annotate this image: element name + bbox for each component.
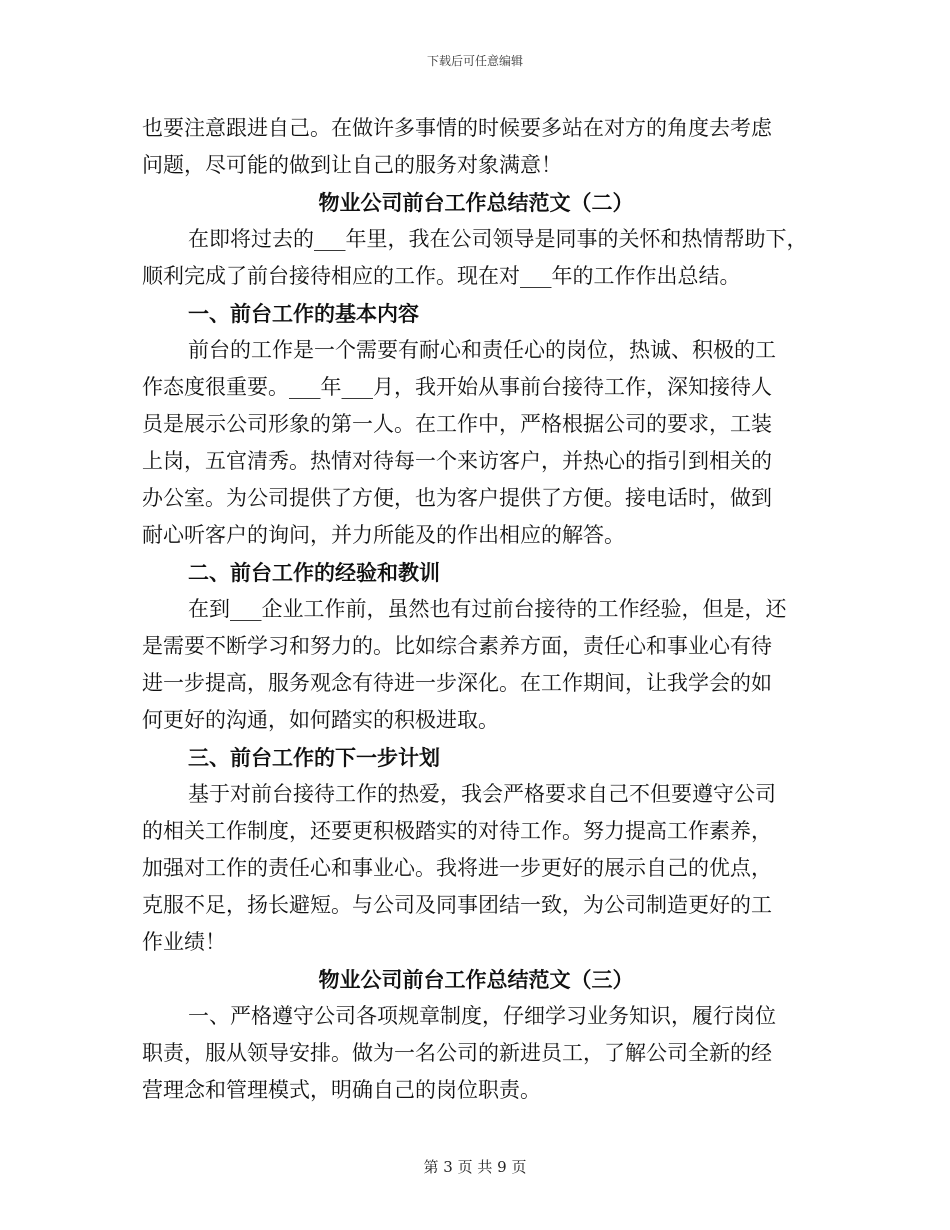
subsection-heading: 一、前台工作的基本内容 bbox=[188, 301, 419, 326]
body-line: 问题，尽可能的做到让自己的服务对象满意！ bbox=[142, 153, 562, 177]
section-title: 物业公司前台工作总结范文（三） bbox=[318, 967, 634, 992]
body-line: 是需要不断学习和努力的。比如综合素养方面，责任心和事业心有待 bbox=[142, 634, 772, 658]
subsection-heading: 三、前台工作的下一步计划 bbox=[188, 745, 440, 770]
paragraph-first-line: 在即将过去的___年里，我在公司领导是同事的关怀和热情帮助下， bbox=[188, 227, 808, 251]
paragraph-first-line: 基于对前台接待工作的热爱，我会严格要求自己不但要遵守公司 bbox=[188, 782, 776, 806]
body-line: 进一步提高，服务观念有待进一步深化。在工作期间，让我学会的如 bbox=[142, 671, 772, 695]
body-line: 作业绩！ bbox=[142, 930, 226, 954]
paragraph-first-line: 前台的工作是一个需要有耐心和责任心的岗位，热诚、积极的工 bbox=[188, 338, 776, 362]
section-title: 物业公司前台工作总结范文（二） bbox=[318, 190, 634, 215]
body-line: 员是展示公司形象的第一人。在工作中，严格根据公司的要求，工装 bbox=[142, 412, 772, 436]
body-line: 职责，服从领导安排。做为一名公司的新进员工，了解公司全新的经 bbox=[142, 1041, 772, 1065]
body-line: 顺利完成了前台接待相应的工作。现在对___年的工作作出总结。 bbox=[142, 264, 741, 288]
body-line: 加强对工作的责任心和事业心。我将进一步更好的展示自己的优点， bbox=[142, 856, 772, 880]
body-line: 耐心听客户的询问，并力所能及的作出相应的解答。 bbox=[142, 523, 625, 547]
body-line: 何更好的沟通，如何踏实的积极进取。 bbox=[142, 708, 499, 732]
body-line: 克服不足，扬长避短。与公司及同事团结一致，为公司制造更好的工 bbox=[142, 893, 772, 917]
body-line: 的相关工作制度，还要更积极踏实的对待工作。努力提高工作素养， bbox=[142, 819, 772, 843]
body-line: 营理念和管理模式，明确自己的岗位职责。 bbox=[142, 1078, 541, 1102]
subsection-heading: 二、前台工作的经验和教训 bbox=[188, 560, 440, 585]
body-line: 也要注意跟进自己。在做许多事情的时候要多站在对方的角度去考虑 bbox=[142, 116, 772, 140]
paragraph-first-line: 在到___企业工作前，虽然也有过前台接待的工作经验，但是，还 bbox=[188, 597, 787, 621]
body-line: 办公室。为公司提供了方便，也为客户提供了方便。接电话时，做到 bbox=[142, 486, 772, 510]
body-line: 上岗，五官清秀。热情对待每一个来访客户，并热心的指引到相关的 bbox=[142, 449, 772, 473]
page-footer: 第 3 页 共 9 页 bbox=[423, 1158, 527, 1176]
paragraph-first-line: 一、严格遵守公司各项规章制度，仔细学习业务知识，履行岗位 bbox=[188, 1004, 776, 1028]
body-line: 作态度很重要。___年___月，我开始从事前台接待工作，深知接待人 bbox=[142, 375, 772, 399]
page-header: 下载后可任意编辑 bbox=[426, 54, 523, 68]
document-body bbox=[142, 110, 810, 1109]
